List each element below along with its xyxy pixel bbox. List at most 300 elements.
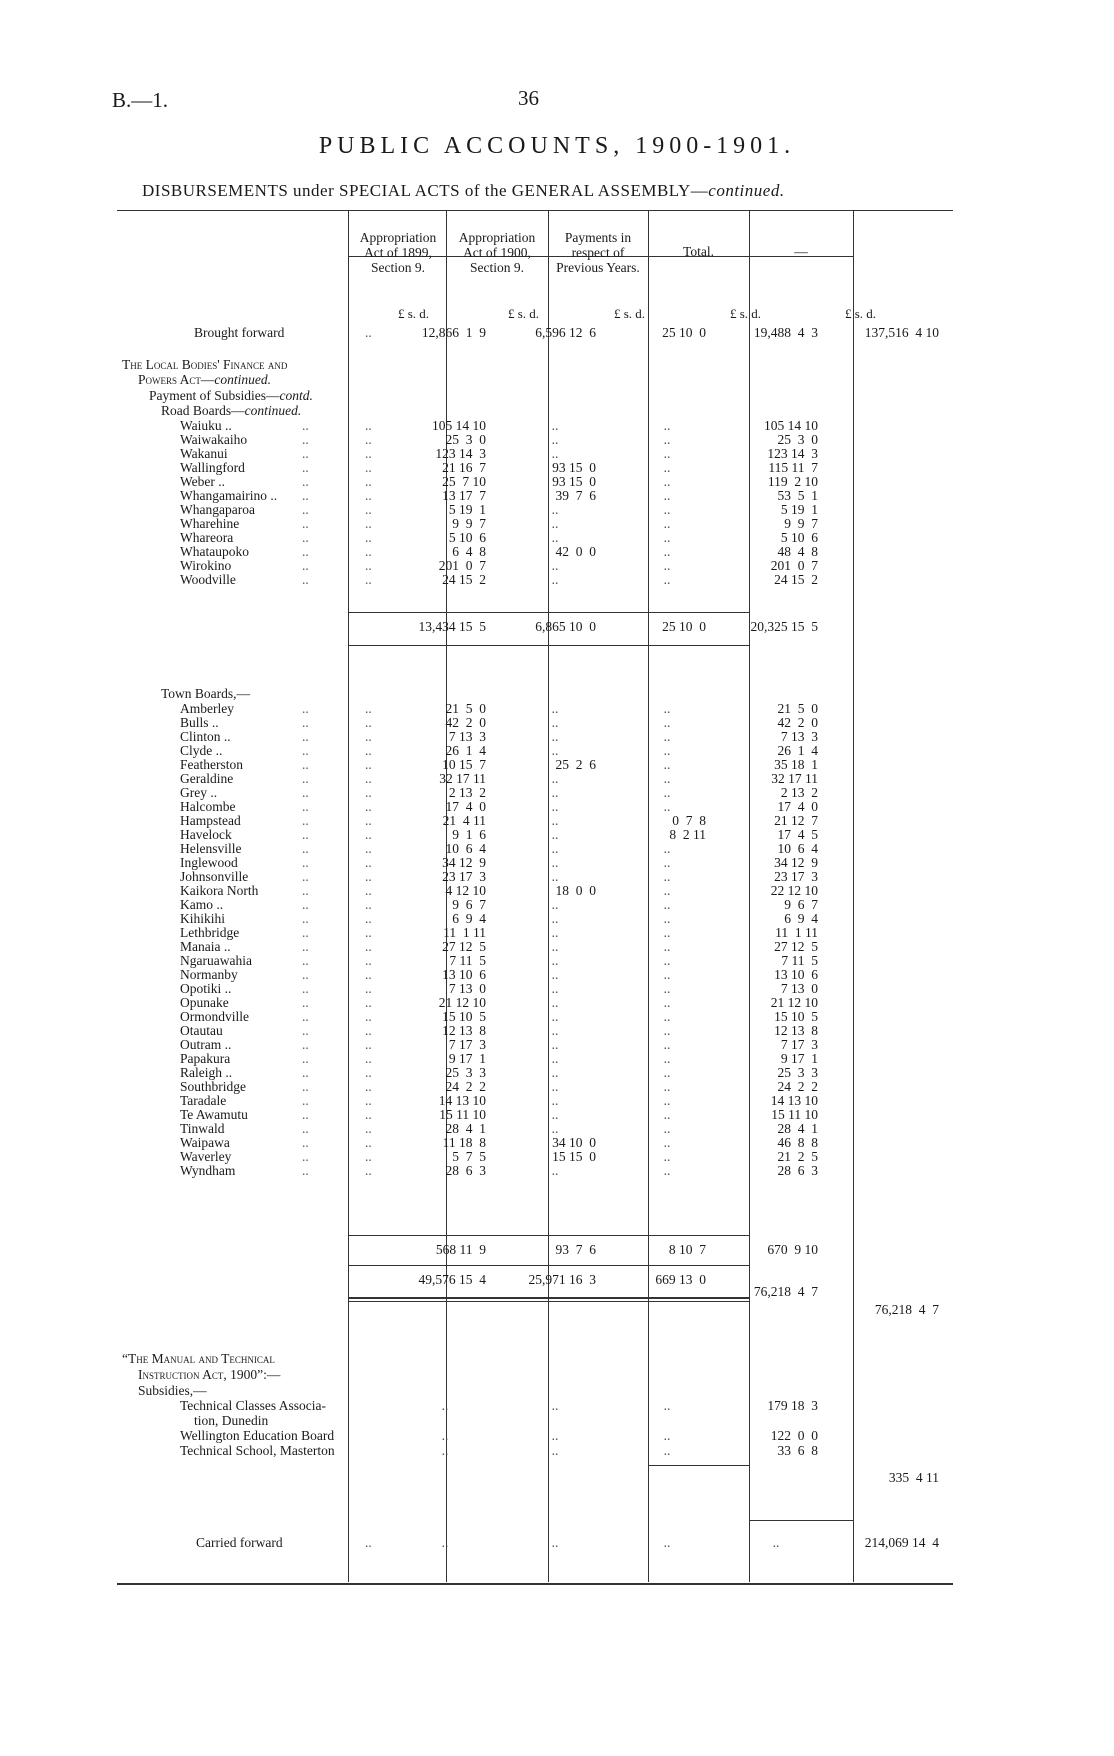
row-name: Wallingford [180,460,245,475]
nil-marker: .. [663,967,671,982]
leader-dots: .. [365,530,372,545]
double-rule [348,1297,749,1299]
leader-dots: .. [365,460,372,475]
leader-dots: .. [302,743,309,758]
leader-dots: .. [365,855,372,870]
row-name: Amberley [180,701,234,716]
leader-dots: .. [302,869,309,884]
amount-c1: 11 1 11 [443,925,486,940]
amount-c1: 32 17 11 [439,771,486,786]
leader-dots: .. [302,1065,309,1080]
amount-c1: 15 10 5 [442,1009,486,1024]
lsd-header: £ s. d. [398,306,430,321]
town-boards-total-row: 568 11 9 93 7 6 8 10 7 670 9 10 [435,1242,818,1257]
nil-marker: .. [551,743,559,758]
leader-dots: .. [302,558,309,573]
amount-c2: 42 0 0 [555,544,596,559]
nil-marker: .. [663,1009,671,1024]
amount-c1: 7 11 5 [449,953,486,968]
leader-dots: .. [365,925,372,940]
amount-c4: 9 6 7 [784,897,818,912]
nil-marker: .. [551,558,559,573]
row-name: Hampstead [180,813,241,828]
nil-marker: .. [551,715,559,730]
amount-c4: 42 2 0 [777,715,818,730]
nil-marker: .. [663,1163,671,1178]
row-name: Otautau [180,1023,223,1038]
row-name: Weber .. [180,474,226,489]
row-name: Kaikora North [180,883,259,898]
nil-marker: .. [551,516,559,531]
nil-marker: .. [551,967,559,982]
amount-c4: 23 17 3 [774,869,818,884]
row-name: Wakanui [180,446,228,461]
amount-c4: 32 17 11 [771,771,818,786]
leader-dots: .. [365,967,372,982]
nil-marker: .. [663,1023,671,1038]
amount-c2: 25 2 6 [555,757,596,772]
nil-marker: .. [551,1121,559,1136]
amount-c4: 21 12 7 [774,813,818,828]
leader-dots: .. [302,516,309,531]
page-number: 36 [518,86,539,110]
leader-dots: .. [365,757,372,772]
row-name: Whareora [180,530,234,545]
nil-marker: .. [551,1051,559,1066]
nil-marker: .. [663,1037,671,1052]
leader-dots: .. [302,1051,309,1066]
leader-dots: .. [302,897,309,912]
nil-marker: .. [663,502,671,517]
leader-dots: .. [302,1037,309,1052]
leader-dots: .. [302,1093,309,1108]
nil-marker: .. [551,1163,559,1178]
nil-marker: .. [551,418,559,433]
table-row [0,1163,1114,1179]
row-name: Kihikihi [180,911,226,926]
amount-c4: 17 4 0 [777,799,818,814]
row-name: Opunake [180,995,229,1010]
amount-c4: 123 14 3 [767,446,818,461]
nil-marker: .. [663,925,671,940]
nil-marker: .. [663,995,671,1010]
lsd-header: £ s. d. [614,306,646,321]
nil-marker: .. [551,925,559,940]
nil-marker: .. [663,953,671,968]
amount-c2: 18 0 0 [555,883,596,898]
amount-c1: 25 3 0 [445,432,486,447]
nil-marker: .. [663,841,671,856]
amount-c1: 2 13 2 [448,785,486,800]
row-name: Lethbridge [180,925,240,940]
nil-marker: .. [551,981,559,996]
nil-marker: .. [663,1135,671,1150]
amount-c1: 13 10 6 [442,967,486,982]
row-name: Featherston [180,757,243,772]
nil-marker: .. [663,418,671,433]
leader-dots: .. [302,771,309,786]
amount-c1: 21 16 7 [442,460,486,475]
amount-c1: 5 7 5 [452,1149,486,1164]
row-name: Whangaparoa [180,502,255,517]
row-name: Johnsonville [180,869,249,884]
amount-c1: 25 7 10 [442,474,486,489]
nil-marker: .. [551,827,559,842]
amount-c1: 10 15 7 [442,757,486,772]
amount-c4: 5 19 1 [780,502,818,517]
leader-dots: .. [365,488,372,503]
nil-marker: .. [551,1107,559,1122]
row-name: Outram .. [180,1037,232,1052]
row-name: Wirokino [180,558,232,573]
row-name: Raleigh .. [180,1065,233,1080]
row-name: Helensville [180,841,242,856]
amount-c3: 8 2 11 [669,827,706,842]
amount-c4: 27 12 5 [774,939,818,954]
row-name: Kamo .. [180,897,224,912]
leader-dots: .. [365,1093,372,1108]
amount-c4: 28 4 1 [777,1121,818,1136]
amount-c4: 7 13 3 [780,729,818,744]
leader-dots: .. [302,1135,309,1150]
grand-total-carried-row: 76,218 4 7 [874,1302,939,1317]
leader-dots: .. [365,939,372,954]
carried-forward-row: Carried forward .. .. .. .. .. 214,069 14 4 [196,1535,939,1550]
nil-marker: .. [551,1093,559,1108]
leader-dots: .. [302,460,309,475]
amount-c1: 21 4 11 [442,813,486,828]
subtotal-rule [648,1465,749,1466]
list-item-cont: tion, Dunedin [194,1413,269,1428]
row-name: Ngaruawahia [180,953,252,968]
leader-dots: .. [302,474,309,489]
col-header-blank: — [794,244,808,259]
leader-dots: .. [302,530,309,545]
nil-marker: .. [663,757,671,772]
row-name: Woodville [180,572,236,587]
leader-dots: .. [302,995,309,1010]
amount-c1: 15 11 10 [439,1107,486,1122]
nil-marker: .. [551,869,559,884]
row-name: Ormondville [180,1009,249,1024]
leader-dots: .. [302,827,309,842]
row-name: Clinton .. [180,729,231,744]
amount-c1: 5 19 1 [448,502,486,517]
nil-marker: .. [551,771,559,786]
leader-dots: .. [365,813,372,828]
amount-c1: 6 9 4 [452,911,486,926]
nil-marker: .. [663,771,671,786]
amount-c4: 25 3 0 [777,432,818,447]
amount-c1: 23 17 3 [442,869,486,884]
nil-marker: .. [551,701,559,716]
col-header-1900: Appropriation Act of 1900, Section 9. [458,230,536,275]
leader-dots: .. [365,715,372,730]
leader-dots: .. [365,827,372,842]
nil-marker: .. [551,530,559,545]
leader-dots: .. [365,883,372,898]
nil-marker: .. [551,729,559,744]
amount-c1: 7 13 3 [448,729,486,744]
nil-marker: .. [663,855,671,870]
nil-marker: .. [663,1079,671,1094]
row-name: Clyde .. [180,743,223,758]
row-name: Papakura [180,1051,231,1066]
amount-c4: 48 4 8 [777,544,818,559]
amount-c1: 9 9 7 [452,516,486,531]
amount-c1: 26 1 4 [445,743,486,758]
leader-dots: .. [302,939,309,954]
lsd-header: £ s. d. [730,306,762,321]
leader-dots: .. [365,446,372,461]
amount-c4: 201 0 7 [770,558,818,573]
nil-marker: .. [663,1121,671,1136]
page-subtitle: DISBURSEMENTS under SPECIAL ACTS of the GENERAL ASSEMBLY—continued. [142,181,785,200]
amount-c1: 7 17 3 [448,1037,486,1052]
leader-dots: .. [302,1107,309,1122]
amount-c1: 201 0 7 [438,558,486,573]
amount-c2: 93 15 0 [552,474,596,489]
amount-c4: 28 6 3 [777,1163,818,1178]
leader-dots: .. [302,841,309,856]
nil-marker: .. [663,558,671,573]
nil-marker: .. [551,939,559,954]
amount-c1: 9 6 7 [452,897,486,912]
nil-marker: .. [551,953,559,968]
row-name: Waverley [180,1149,232,1164]
amount-c4: 9 9 7 [784,516,818,531]
nil-marker: .. [663,432,671,447]
amount-c1: 12 13 8 [442,1023,486,1038]
leader-dots: .. [302,729,309,744]
leader-dots: .. [365,995,372,1010]
nil-marker: .. [551,432,559,447]
amount-c1: 6 4 8 [452,544,486,559]
amount-c1: 17 4 0 [445,799,486,814]
total-rule [749,1520,853,1521]
leader-dots: .. [302,1079,309,1094]
row-name: Te Awamutu [180,1107,248,1122]
nil-marker: .. [551,785,559,800]
amount-c1: 4 12 10 [445,883,486,898]
row-name: Wyndham [180,1163,236,1178]
leader-dots: .. [302,967,309,982]
amount-c4: 7 11 5 [781,953,818,968]
nil-marker: .. [663,474,671,489]
amount-c1: 25 3 3 [445,1065,486,1080]
leader-dots: .. [365,432,372,447]
page-title: PUBLIC ACCOUNTS, 1900-1901. [318,133,796,159]
document-reference: B.—1. [112,88,169,112]
amount-c4: 14 13 10 [770,1093,818,1108]
amount-c4: 115 11 7 [768,460,818,475]
amount-c1: 28 6 3 [445,1163,486,1178]
list-item: Technical Classes Associa- .. .. .. 179 18 3 [180,1398,818,1413]
leader-dots: .. [365,729,372,744]
leader-dots: .. [365,743,372,758]
amount-c4: 24 2 2 [777,1079,818,1094]
nil-marker: .. [551,841,559,856]
grand-total-row: 49,576 15 4 25,971 16 3 669 13 0 76,218 4 7 [418,1272,818,1299]
amount-c4: 21 5 0 [777,701,818,716]
leader-dots: .. [365,516,372,531]
lsd-header: £ s. d. [845,306,877,321]
row-name: Southbridge [180,1079,246,1094]
amount-c4: 10 6 4 [777,841,818,856]
amount-c4: 25 3 3 [777,1065,818,1080]
amount-c3: 0 7 8 [672,813,706,828]
nil-marker: .. [551,1065,559,1080]
leader-dots: .. [365,897,372,912]
section-heading-local-bodies-cont: Powers Act—continued. [138,372,272,387]
nil-marker: .. [551,995,559,1010]
nil-marker: .. [551,813,559,828]
leader-dots: .. [365,1149,372,1164]
leader-dots: .. [302,701,309,716]
nil-marker: .. [663,1093,671,1108]
amount-c2: 93 15 0 [552,460,596,475]
leader-dots: .. [365,1121,372,1136]
leader-dots: .. [365,981,372,996]
amount-c4: 46 8 8 [777,1135,818,1150]
leader-dots: .. [365,474,372,489]
row-name: Halcombe [180,799,236,814]
amount-c4: 7 17 3 [780,1037,818,1052]
nil-marker: .. [663,715,671,730]
leader-dots: .. [365,1009,372,1024]
amount-c4: 7 13 0 [780,981,818,996]
leader-dots: .. [365,1163,372,1178]
row-name: Inglewood [180,855,238,870]
leader-dots: .. [302,883,309,898]
row-name: Waiuku .. [180,418,232,433]
leader-dots: .. [302,953,309,968]
leader-dots: .. [302,1149,309,1164]
col-header-1899: Appropriation Act of 1899, Section 9. [359,230,437,275]
row-name: Manaia .. [180,939,231,954]
nil-marker: .. [663,785,671,800]
technical-total-row: 335 4 11 [888,1470,939,1485]
nil-marker: .. [551,799,559,814]
leader-dots: .. [365,953,372,968]
leader-dots: .. [302,502,309,517]
amount-c1: 10 6 4 [445,841,486,856]
leader-dots: .. [365,869,372,884]
nil-marker: .. [663,1107,671,1122]
nil-marker: .. [663,799,671,814]
brought-forward-row: Brought forward .. 12,866 1 9 6,596 12 6 25 10 0 19,488 4 3 137,516 4 10 [194,325,939,340]
row-name: Taradale [180,1093,227,1108]
leader-dots: .. [365,1065,372,1080]
leader-dots: .. [302,418,309,433]
row-name: Wharehine [180,516,240,531]
nil-marker: .. [663,460,671,475]
leader-dots: .. [302,1121,309,1136]
leader-dots: .. [302,1163,309,1178]
section-heading-manual-technical: “The Manual and Technical [122,1351,275,1366]
amount-c1: 5 10 6 [448,530,486,545]
leader-dots: .. [365,771,372,786]
leader-dots: .. [302,981,309,996]
amount-c4: 13 10 6 [774,967,818,982]
leader-dots: .. [302,544,309,559]
leader-dots: .. [365,1051,372,1066]
leader-dots: .. [302,799,309,814]
amount-c1: 28 4 1 [445,1121,486,1136]
nil-marker: .. [663,939,671,954]
leader-dots: .. [302,1023,309,1038]
nil-marker: .. [663,911,671,926]
nil-marker: .. [663,572,671,587]
subtotal-rule [348,1265,749,1266]
section-heading-manual-technical-cont: Instruction Act, 1900”:— [138,1367,281,1382]
nil-marker: .. [663,701,671,716]
subtotal-rule [348,645,749,646]
payment-of-subsidies-heading: Payment of Subsidies—contd. [149,388,313,403]
amount-c1: 13 17 7 [442,488,486,503]
amount-c4: 26 1 4 [777,743,818,758]
amount-c2: 39 7 6 [555,488,596,503]
row-name: Geraldine [180,771,234,786]
amount-c4: 53 5 1 [777,488,818,503]
nil-marker: .. [663,1065,671,1080]
nil-marker: .. [663,729,671,744]
leader-dots: .. [365,701,372,716]
amount-c4: 105 14 10 [764,418,818,433]
leader-dots: .. [365,1135,372,1150]
nil-marker: .. [663,530,671,545]
section-heading-local-bodies: The Local Bodies' Finance and [122,357,288,372]
col-header-previous-years: Payments in respect of Previous Years. [556,230,640,275]
amount-c1: 21 5 0 [445,701,486,716]
amount-c1: 27 12 5 [442,939,486,954]
list-item: Wellington Education Board .. .. .. 122 0 0 [180,1428,818,1443]
subsidies-heading: Subsidies,— [138,1383,207,1398]
nil-marker: .. [663,488,671,503]
amount-c1: 42 2 0 [445,715,486,730]
row-name: Whataupoko [180,544,249,559]
amount-c4: 17 4 5 [777,827,818,842]
row-name: Bulls .. [180,715,219,730]
nil-marker: .. [663,981,671,996]
nil-marker: .. [551,1037,559,1052]
row-name: Normanby [180,967,238,982]
amount-c1: 21 12 10 [438,995,486,1010]
nil-marker: .. [663,446,671,461]
amount-c4: 35 18 1 [774,757,818,772]
amount-c4: 2 13 2 [780,785,818,800]
leader-dots: .. [302,446,309,461]
amount-c4: 6 9 4 [784,911,818,926]
amount-c4: 12 13 8 [774,1023,818,1038]
nil-marker: .. [663,883,671,898]
amount-c4: 11 1 11 [775,925,818,940]
table-row [0,572,1114,588]
leader-dots: .. [365,911,372,926]
road-boards-heading: Road Boards—continued. [161,403,302,418]
nil-marker: .. [551,572,559,587]
leader-dots: .. [302,925,309,940]
leader-dots: .. [365,1107,372,1122]
leader-dots: .. [302,785,309,800]
row-name: Havelock [180,827,232,842]
amount-c4: 24 15 2 [774,572,818,587]
amount-c2: 15 15 0 [552,1149,596,1164]
leader-dots: .. [302,855,309,870]
row-name: Tinwald [180,1121,225,1136]
leader-dots: .. [365,558,372,573]
leader-dots: .. [302,715,309,730]
